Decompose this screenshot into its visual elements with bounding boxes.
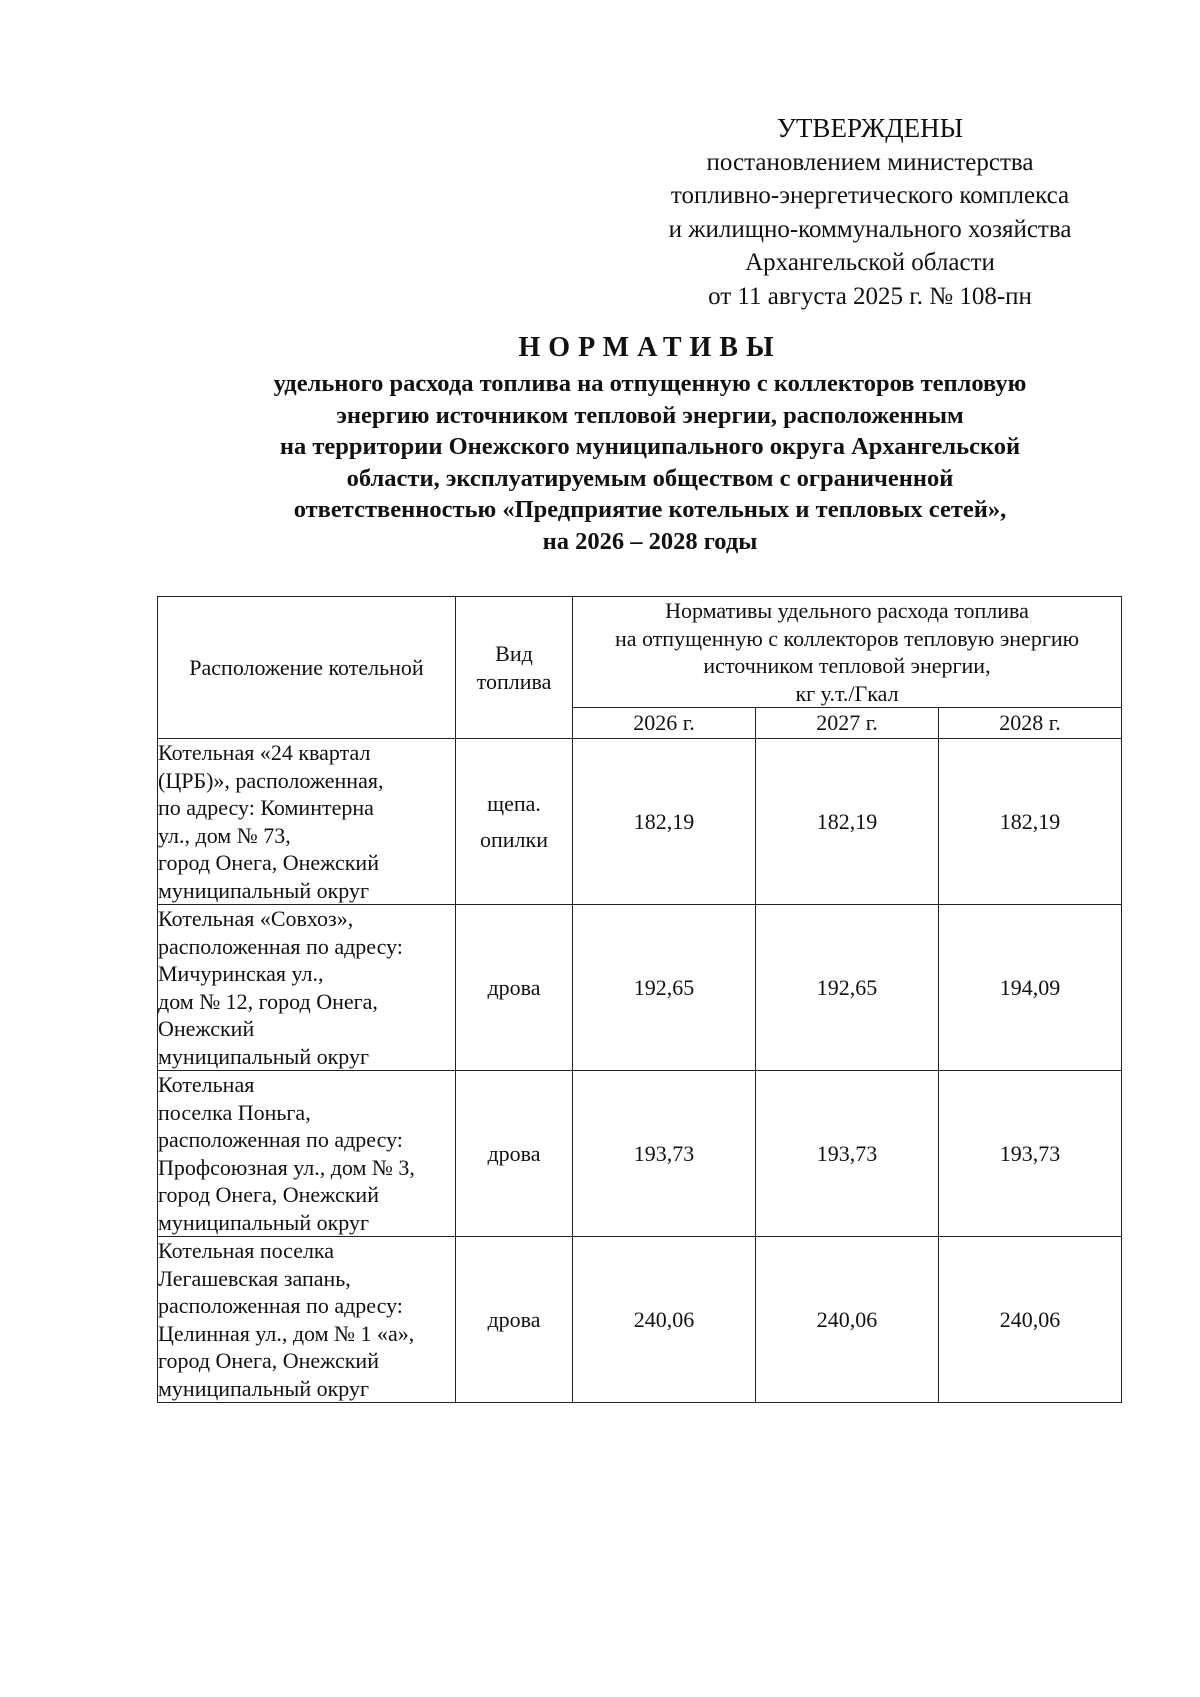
approval-line: от 11 августа 2025 г. № 108-пн — [708, 282, 1032, 310]
location-line: муниципальный округ — [158, 1209, 370, 1235]
title-line: энергию источником тепловой энергии, расположенным — [336, 401, 964, 429]
header-fuel-line: топлива — [476, 668, 552, 694]
cell-location — [158, 905, 456, 1071]
title-line: области, эксплуатируемым обществом с ограниченной — [346, 464, 954, 492]
table-row — [158, 739, 1122, 905]
cell-value-2027: 192,65 — [756, 905, 939, 1071]
location-line: ул., дом № 73, — [158, 822, 291, 848]
location-line: город Онега, Онежский — [158, 1182, 379, 1207]
approval-line: постановлением министерства — [706, 148, 1034, 176]
title-main: НОРМАТИВЫ — [518, 332, 782, 363]
cell-value-2028: 240,06 — [939, 1237, 1122, 1403]
header-norms-line: кг у.т./Гкал — [795, 680, 899, 706]
cell-value-2027: 240,06 — [756, 1237, 939, 1403]
cell-location — [158, 1237, 456, 1403]
location-line: муниципальный округ — [158, 1043, 370, 1069]
location-line: муниципальный округ — [158, 1375, 370, 1401]
cell-value-2026: 240,06 — [573, 1237, 756, 1403]
title-line: на территории Онежского муниципального округа Архангельской — [279, 433, 1021, 460]
location-line: город Онега, Онежский — [158, 850, 379, 875]
location-line: расположенная по адресу: — [158, 933, 403, 959]
location-line: по адресу: Коминтерна — [158, 795, 374, 820]
document-title — [150, 330, 1150, 557]
fuel-line: щепа. — [487, 790, 541, 816]
location-line: муниципальный округ — [158, 877, 370, 903]
cell-location — [158, 1071, 456, 1237]
cell-value-2028: 194,09 — [939, 905, 1122, 1071]
approval-block — [620, 112, 1120, 313]
location-line: город Онега, Онежский — [158, 1348, 379, 1373]
location-line: Котельная «Совхоз», — [158, 906, 354, 931]
location-line: Целинная ул., дом № 1 «а», — [158, 1320, 415, 1346]
location-line: Котельная «24 квартал — [158, 740, 371, 765]
title-line: удельного расхода топлива на отпущенную с коллекторов тепловую — [273, 370, 1027, 397]
approval-line: и жилищно-коммунального хозяйства — [668, 215, 1072, 243]
approval-heading: УТВЕРЖДЕНЫ — [776, 113, 964, 143]
cell-value-2026: 192,65 — [573, 905, 756, 1071]
location-line: Легашевская запань, — [158, 1265, 351, 1291]
cell-value-2028: 193,73 — [939, 1071, 1122, 1237]
cell-value-2026: 182,19 — [573, 739, 756, 905]
header-location: Расположение котельной — [158, 597, 456, 739]
fuel-line: дрова — [487, 1306, 541, 1332]
table-header-row — [158, 597, 1122, 708]
approval-line: Архангельской области — [745, 249, 995, 276]
table-row — [158, 1237, 1122, 1403]
location-line: (ЦРБ)», расположенная, — [158, 767, 384, 793]
fuel-line: опилки — [480, 826, 548, 852]
header-year-2027: 2027 г. — [756, 708, 939, 739]
location-line: Котельная — [158, 1072, 255, 1097]
fuel-line: дрова — [487, 1140, 541, 1166]
cell-value-2027: 182,19 — [756, 739, 939, 905]
location-line: дом № 12, город Онега, — [158, 988, 378, 1014]
title-line: ответственностью «Предприятие котельных и тепловых сетей», — [293, 496, 1007, 523]
header-year-2026: 2026 г. — [573, 708, 756, 739]
norms-table — [157, 596, 1122, 1403]
cell-value-2028: 182,19 — [939, 739, 1122, 905]
header-year-2028: 2028 г. — [939, 708, 1122, 739]
location-line: Мичуринская ул., — [158, 961, 324, 986]
header-norms — [573, 597, 1122, 708]
header-norms-line: источником тепловой энергии, — [703, 653, 991, 678]
fuel-line: дрова — [487, 974, 541, 1000]
location-line: Профсоюзная ул., дом № 3, — [158, 1154, 415, 1180]
location-line: Онежский — [158, 1016, 255, 1041]
cell-location — [158, 739, 456, 905]
location-line: Котельная поселка — [158, 1238, 335, 1263]
cell-value-2026: 193,73 — [573, 1071, 756, 1237]
header-norms-line: Нормативы удельного расхода топлива — [665, 598, 1029, 623]
header-fuel-line: Вид — [495, 641, 533, 666]
table-row — [158, 1071, 1122, 1237]
cell-fuel — [456, 1071, 573, 1237]
approval-line: топливно-энергетического комплекса — [670, 182, 1070, 209]
location-line: расположенная по адресу: — [158, 1293, 403, 1318]
header-norms-line: на отпущенную с коллекторов тепловую энергию — [614, 625, 1080, 651]
cell-fuel — [456, 905, 573, 1071]
location-line: поселка Поньга, — [158, 1099, 311, 1125]
location-line: расположенная по адресу: — [158, 1127, 403, 1152]
title-line: на 2026 – 2028 годы — [542, 527, 758, 555]
cell-fuel — [456, 1237, 573, 1403]
table-row — [158, 905, 1122, 1071]
header-fuel — [456, 597, 573, 739]
cell-value-2027: 193,73 — [756, 1071, 939, 1237]
cell-fuel — [456, 739, 573, 905]
